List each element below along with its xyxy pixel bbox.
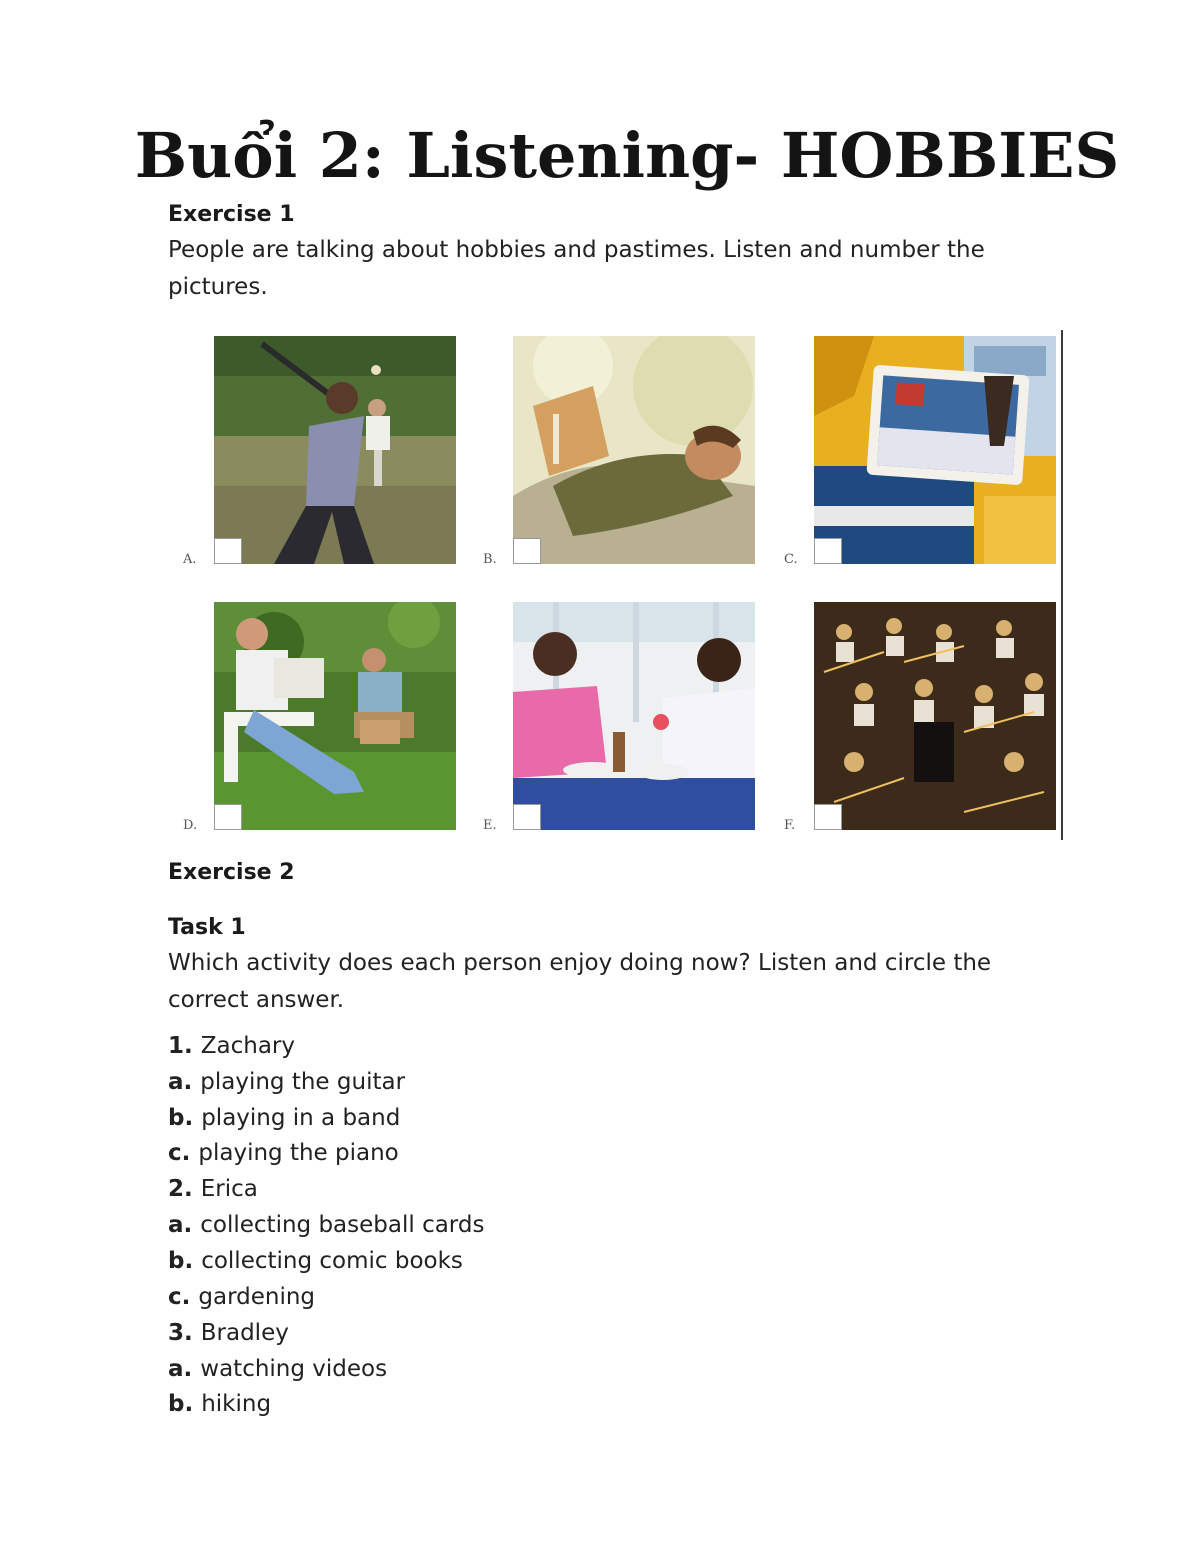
list-text: Erica	[200, 1176, 258, 1202]
list-item	[168, 1282, 315, 1312]
task-1-instruction: Which activity does each person enjoy doing now? Listen and circle the correct answer.	[168, 950, 992, 1013]
list-item	[168, 1354, 387, 1384]
list-marker: c.	[168, 1140, 191, 1166]
list-marker: a.	[168, 1212, 193, 1238]
list-text: playing in a band	[201, 1105, 401, 1131]
list-item	[168, 1067, 405, 1097]
picture-c-stamps	[814, 336, 1056, 564]
picture-label-c: C.	[784, 552, 798, 567]
answer-box-c[interactable]	[814, 538, 842, 564]
list-marker: c.	[168, 1284, 191, 1310]
exercise-1-heading: Exercise 1	[168, 202, 295, 227]
list-text: collecting baseball cards	[200, 1212, 485, 1238]
list-text: watching videos	[200, 1356, 388, 1382]
list-marker: b.	[168, 1248, 194, 1274]
list-item	[168, 1174, 258, 1204]
picture-b-reading	[513, 336, 755, 564]
list-item	[168, 1031, 295, 1061]
picture-d-gardening	[214, 602, 456, 830]
scan-edge-line	[1061, 330, 1063, 840]
picture-label-e: E.	[483, 818, 497, 833]
list-text: collecting comic books	[201, 1248, 463, 1274]
list-marker: b.	[168, 1391, 194, 1417]
picture-label-d: D.	[183, 818, 198, 833]
exercise-1-instruction: People are talking about hobbies and pastimes. Listen and number the pictures.	[168, 237, 985, 300]
task-1-heading: Task 1	[168, 915, 246, 940]
list-text: Zachary	[200, 1033, 295, 1059]
picture-label-b: B.	[483, 552, 497, 567]
list-marker: 2.	[168, 1176, 193, 1202]
list-item	[168, 1246, 463, 1276]
list-item	[168, 1103, 400, 1133]
list-marker: 3.	[168, 1320, 193, 1346]
list-marker: 1.	[168, 1033, 193, 1059]
answer-box-b[interactable]	[513, 538, 541, 564]
picture-label-f: F.	[784, 818, 796, 833]
list-marker: b.	[168, 1105, 194, 1131]
list-text: playing the guitar	[200, 1069, 406, 1095]
picture-label-a: A.	[183, 552, 197, 567]
list-marker: a.	[168, 1069, 193, 1095]
page-title: Buổi 2: Listening- HOBBIES	[134, 119, 1120, 192]
list-marker: a.	[168, 1356, 193, 1382]
answer-box-f[interactable]	[814, 804, 842, 830]
answer-box-a[interactable]	[214, 538, 242, 564]
answer-box-d[interactable]	[214, 804, 242, 830]
list-item	[168, 1210, 484, 1240]
picture-f-orchestra	[814, 602, 1056, 830]
list-text: playing the piano	[198, 1140, 399, 1166]
list-text: Bradley	[200, 1320, 289, 1346]
list-item	[168, 1318, 289, 1348]
exercise-2-heading: Exercise 2	[168, 860, 295, 885]
list-item	[168, 1389, 271, 1419]
list-item	[168, 1138, 399, 1168]
list-text: gardening	[198, 1284, 316, 1310]
picture-a-baseball	[214, 336, 456, 564]
list-text: hiking	[201, 1391, 272, 1417]
picture-e-dining	[513, 602, 755, 830]
answer-box-e[interactable]	[513, 804, 541, 830]
